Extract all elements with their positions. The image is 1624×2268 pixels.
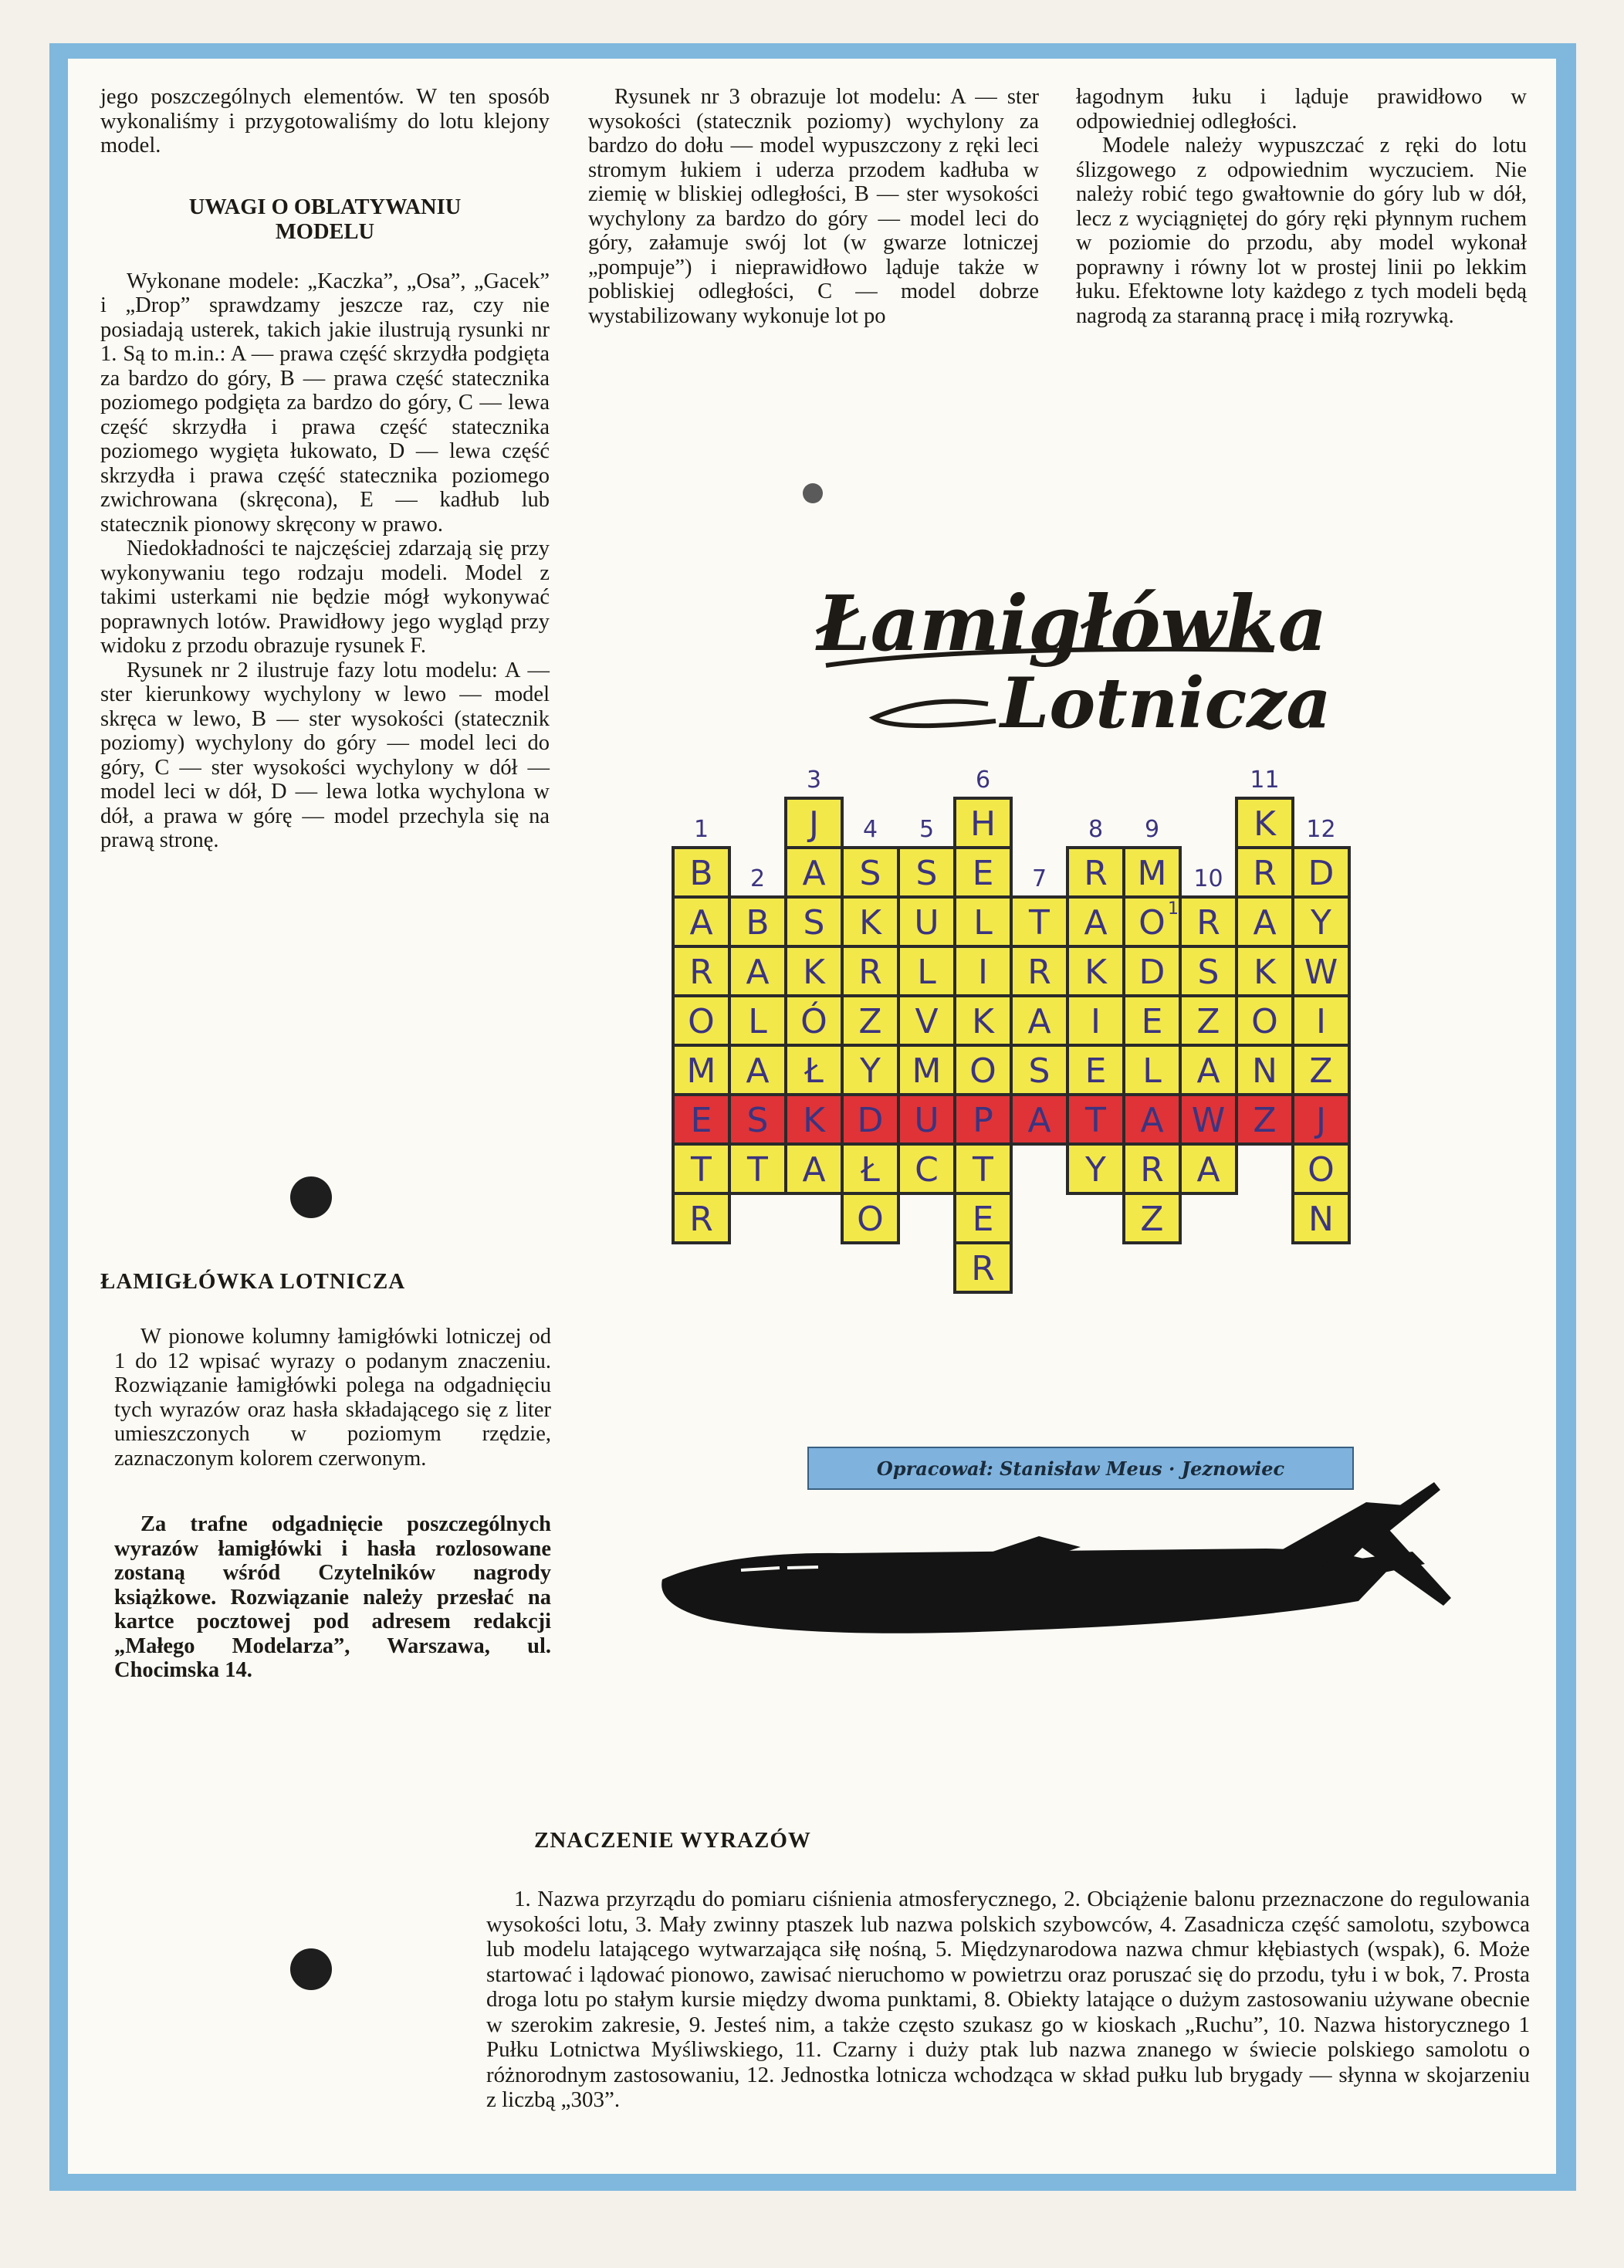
crossword-letter: T: [973, 1150, 993, 1190]
crossword-letter: S: [1028, 1051, 1051, 1091]
column-number: 10: [1193, 865, 1223, 892]
crossword-letter: R: [689, 1200, 713, 1239]
crossword-letter: I: [978, 953, 988, 992]
crossword-letter: A: [1196, 1150, 1220, 1190]
crossword-letter: C: [915, 1150, 939, 1190]
crossword-letter: R: [858, 953, 882, 992]
crossword-letter: R: [1027, 953, 1051, 992]
crossword-letter: I: [1316, 1002, 1326, 1041]
middle-paragraph-1: Rysunek nr 3 obrazuje lot modelu: A — ster wysokości (statecznik poziomy) wychylony za bardzo do dołu — model wypuszczony z ręki leci stromym łukiem i uderza przodem kadłuba w ziemię w bliskiej odległości, B — ster wysokości wychylony za bardzo do góry — model leci do góry, załamuje swój lot (w gwarze lotniczej „pompuje”) i nieprawidłowo ląduje także w pobliskiej odległości, C — model dobrze wystabilizowany wykonuje lot po: [588, 85, 1039, 328]
crossword-letter: O: [969, 1051, 996, 1091]
crossword-letter: R: [1140, 1150, 1164, 1190]
column-number: 11: [1250, 767, 1280, 794]
crossword-letter: L: [1142, 1051, 1162, 1091]
crossword-letter: M: [1137, 854, 1167, 893]
crossword-letter: M: [686, 1051, 716, 1091]
crossword-letter: E: [972, 854, 994, 893]
crossword-letter: R: [689, 953, 713, 992]
crossword-letter: Y: [1085, 1150, 1106, 1190]
title-line-1: Łamigłówka: [817, 580, 1328, 669]
crossword-letter: E: [1084, 1051, 1107, 1091]
crossword-letter: S: [1197, 953, 1220, 992]
meanings-text: 1. Nazwa przyrządu do pomiaru ciśnienia atmosferycznego, 2. Obciążenie balonu przeznaczone do regulowania wysokości lotu, 3. Mały zwinny ptaszek lub nazwa polskich szybowców, 4. Zasadnicza część samolotu, szybowca lub modelu latającego wytwarzająca siłę nośną, 5. Międzynarodowa nazwa chmur kłębiastych (wspak), 6. Może startować i lądować pionowo, zawisać nieruchomo w powietrzu oraz poruszać się do przodu, tyłu i w bok, 7. Prosta droga lotu po stałym kursie między dwoma punktami, 8. Obiekty latające o dużym zastosowaniu używane obecnie w szerokim zakresie, 9. Jesteś nim, a także często szukasz go w kioskach „Ruchu”, 10. Nazwa historycznego 1 Pułku Lotnictwa Myśliwskiego, 11. Czarny i duży ptak lub nazwa znanego w świecie polskiego samolotu o różnorodnym zastosowaniu, 12. Jednostka lotnicza wchodząca w skład pułku lub brygady — słynna w skojarzeniu z liczbą „303”.: [486, 1887, 1530, 2112]
crossword-letter: S: [859, 854, 881, 893]
crossword-letter: Y: [1311, 903, 1331, 943]
aircraft-silhouette: [661, 1482, 1451, 1633]
crossword-letter: W: [1191, 1101, 1226, 1140]
crossword-letter: A: [746, 953, 770, 992]
crossword-letter: Z: [1140, 1200, 1164, 1239]
crossword-letter: T: [691, 1150, 712, 1190]
crossword-letter: P: [973, 1101, 993, 1140]
crossword-letter: T: [1085, 1101, 1106, 1140]
crossword-letter: K: [1254, 953, 1276, 992]
crossword-letter: B: [746, 903, 770, 943]
column-number: 12: [1306, 816, 1336, 843]
crossword-letter: Ł: [861, 1150, 880, 1190]
crossword-letter: S: [915, 854, 938, 893]
row-mark: 1: [1168, 899, 1179, 919]
crossword-letter: M: [912, 1051, 942, 1091]
crossword-letter: E: [1141, 1002, 1163, 1041]
column-number: 8: [1088, 816, 1104, 843]
crossword-letter: Y: [860, 1051, 881, 1091]
crossword-letter: I: [1091, 1002, 1101, 1041]
crossword-letter: Z: [1309, 1051, 1333, 1091]
right-paragraph-2: Modele należy wypuszczać z ręki do lotu ślizgowego z odpowiednim wyczuciem. Nie należy robić tego gwałtownie do góry lub w dół, lecz z wyciągniętej do góry ręki płynnym ruchem w poziomie do przodu, aby model wykonał poprawny i równy lot w prostej linii po lekkim łuku. Efektowne loty każdego z tych modeli będą nagrodą za staranną pracę i miłą rozrywką.: [1076, 134, 1527, 328]
crossword-letter: K: [859, 903, 881, 943]
author-signature: Opracował: Stanisław Meus · Jeznowiec: [807, 1447, 1354, 1490]
crossword-letter: V: [915, 1002, 939, 1041]
crossword-letter: A: [1140, 1101, 1164, 1140]
crossword-letter: J: [1316, 1101, 1326, 1140]
crossword-letter: S: [803, 903, 825, 943]
crossword-letter: U: [914, 903, 939, 943]
crossword-letter: A: [802, 854, 826, 893]
crossword-letter: A: [802, 1150, 826, 1190]
crossword-letter: Z: [1196, 1002, 1220, 1041]
crossword-letter: O: [1138, 903, 1166, 943]
crossword-letter: T: [747, 1150, 768, 1190]
crossword-letter: Z: [1253, 1101, 1277, 1140]
title-swash: [874, 702, 996, 726]
crossword-letter: H: [969, 804, 996, 844]
crossword-letter: U: [914, 1101, 939, 1140]
column-number: 6: [975, 767, 991, 794]
crossword-letter: N: [1252, 1051, 1277, 1091]
crossword-letter: R: [1253, 854, 1277, 893]
crossword-grid: [673, 798, 1349, 1292]
crossword-letter: K: [1254, 804, 1276, 844]
crossword-letter: D: [1308, 854, 1335, 893]
meanings-heading: ZNACZENIE WYRAZÓW: [534, 1828, 811, 1853]
crossword-letter: Ł: [804, 1051, 824, 1091]
crossword-letter: W: [1304, 953, 1338, 992]
page-title: [815, 580, 1331, 744]
column-number: 7: [1031, 865, 1047, 892]
column-number: 1: [693, 816, 709, 843]
right-paragraph-1: łagodnym łuku i ląduje prawidłowo w odpowiedniej odległości.: [1076, 85, 1527, 134]
crossword-letter: Ó: [800, 1002, 827, 1041]
crossword-letter: A: [1027, 1101, 1051, 1140]
crossword-letter: E: [690, 1101, 712, 1140]
meanings-text-block: [486, 1887, 1530, 2113]
crossword-letter: O: [1251, 1002, 1278, 1041]
puzzle-instructions-text: W pionowe kolumny łamigłówki lotniczej od 1 do 12 wpisać wyrazy o podanym znaczeniu. Rozwiązanie łamigłówki polega na odgadnięciu tych wyrazów oraz hasła składającego się z liter umieszczonych w poziomym rzędzie, zaznaczonym kolorem czerwonym.: [114, 1325, 551, 1471]
crossword-letter: D: [857, 1101, 884, 1140]
left-paragraph-1: Wykonane modele: „Kaczka”, „Osa”, „Gacek” i „Drop” sprawdzamy jeszcze raz, czy nie posiadają usterek, takich jakie ilustrują rysunki nr 1. Są to m.in.: A — prawa część skrzydła podgięta za bardzo do góry, B — prawa część statecznika poziomego podgięta za bardzo do góry, C — lewa część skrzydła i prawa część statecznika poziomego wygięta łukowato, D — lewa część skrzydła i prawa część statecznika poziomego zwichrowana (skręcona), E — kadłub lub statecznik pionowy skręcony w prawo.: [100, 269, 550, 537]
column-number: 9: [1144, 816, 1160, 843]
left-paragraph-2: Niedokładności te najczęściej zdarzają się przy wykonywaniu tego rodzaju modeli. Model z takimi usterkami nie będzie mógł wykonywać poprawnych lotów. Prawidłowy jego wygląd przy widoku z przodu obrazuje rysunek F.: [100, 537, 550, 658]
crossword-letter: R: [1196, 903, 1220, 943]
column-number: 2: [749, 865, 766, 892]
crossword-letter: K: [803, 1101, 825, 1140]
crossword-letter: O: [857, 1200, 884, 1239]
crossword-letter: A: [1084, 903, 1108, 943]
prize-text: Za trafne odgadnięcie poszczególnych wyrazów łamigłówki i hasła rozlosowane zostaną wśród Czytelników nagrody książkowe.: [114, 1512, 551, 1610]
crossword-letter: D: [1138, 953, 1166, 992]
crossword-letter: O: [688, 1002, 715, 1041]
column-number: 4: [862, 816, 878, 843]
puzzle-heading: ŁAMIGŁÓWKA LOTNICZA: [100, 1269, 406, 1294]
crossword-letter: E: [972, 1200, 994, 1239]
crossword-letter: A: [1027, 1002, 1051, 1041]
crossword-letter: J: [809, 804, 819, 844]
crossword-letter: A: [689, 903, 713, 943]
left-paragraph-3: Rysunek nr 2 ilustruje fazy lotu modelu: A — ster kierunkowy wychylony w lewo — model skręca w lewo, B — ster wysokości (statecznik poziomy) wychylony do góry — model leci do góry, C — ster wysokości wychylony w dół — model leci w dół, D — lewa lotka wychylona w dół, a prawa w górę — model przechyla się na prawą stronę.: [100, 658, 550, 852]
crossword-letter: K: [803, 953, 825, 992]
crossword-letter: L: [973, 903, 993, 943]
crossword-letter: Z: [858, 1002, 882, 1041]
left-intro: jego poszczególnych elementów. W ten sposób wykonaliśmy i przygotowaliśmy do lotu klejony model.: [100, 85, 550, 157]
crossword-letter: R: [971, 1249, 995, 1288]
crossword-letter: A: [1253, 903, 1277, 943]
crossword-letter: R: [1084, 854, 1108, 893]
submission-text: Rozwiązanie należy przesłać na kartce pocztowej pod adresem redakcji „Małego Modelarza”, Warszawa, ul. Chocimska 14.: [114, 1585, 551, 1682]
crossword-letter: L: [917, 953, 936, 992]
crossword-letter: O: [1308, 1150, 1335, 1190]
crossword-letter: S: [746, 1101, 769, 1140]
section-heading-flight-notes: UWAGI O OBLATYWANIU MODELU: [188, 195, 462, 244]
column-number: 5: [919, 816, 935, 843]
column-number: 3: [806, 767, 822, 794]
crossword-letter: A: [746, 1051, 770, 1091]
crossword-letter: L: [748, 1002, 767, 1041]
crossword-letter: N: [1308, 1200, 1334, 1239]
crossword-letter: T: [1029, 903, 1050, 943]
crossword-letter: K: [972, 1002, 994, 1041]
crossword-letter: K: [1084, 953, 1107, 992]
title-line-2: Lotnicza: [1000, 662, 1331, 744]
crossword-letter: B: [689, 854, 713, 893]
crossword-letter: A: [1196, 1051, 1220, 1091]
